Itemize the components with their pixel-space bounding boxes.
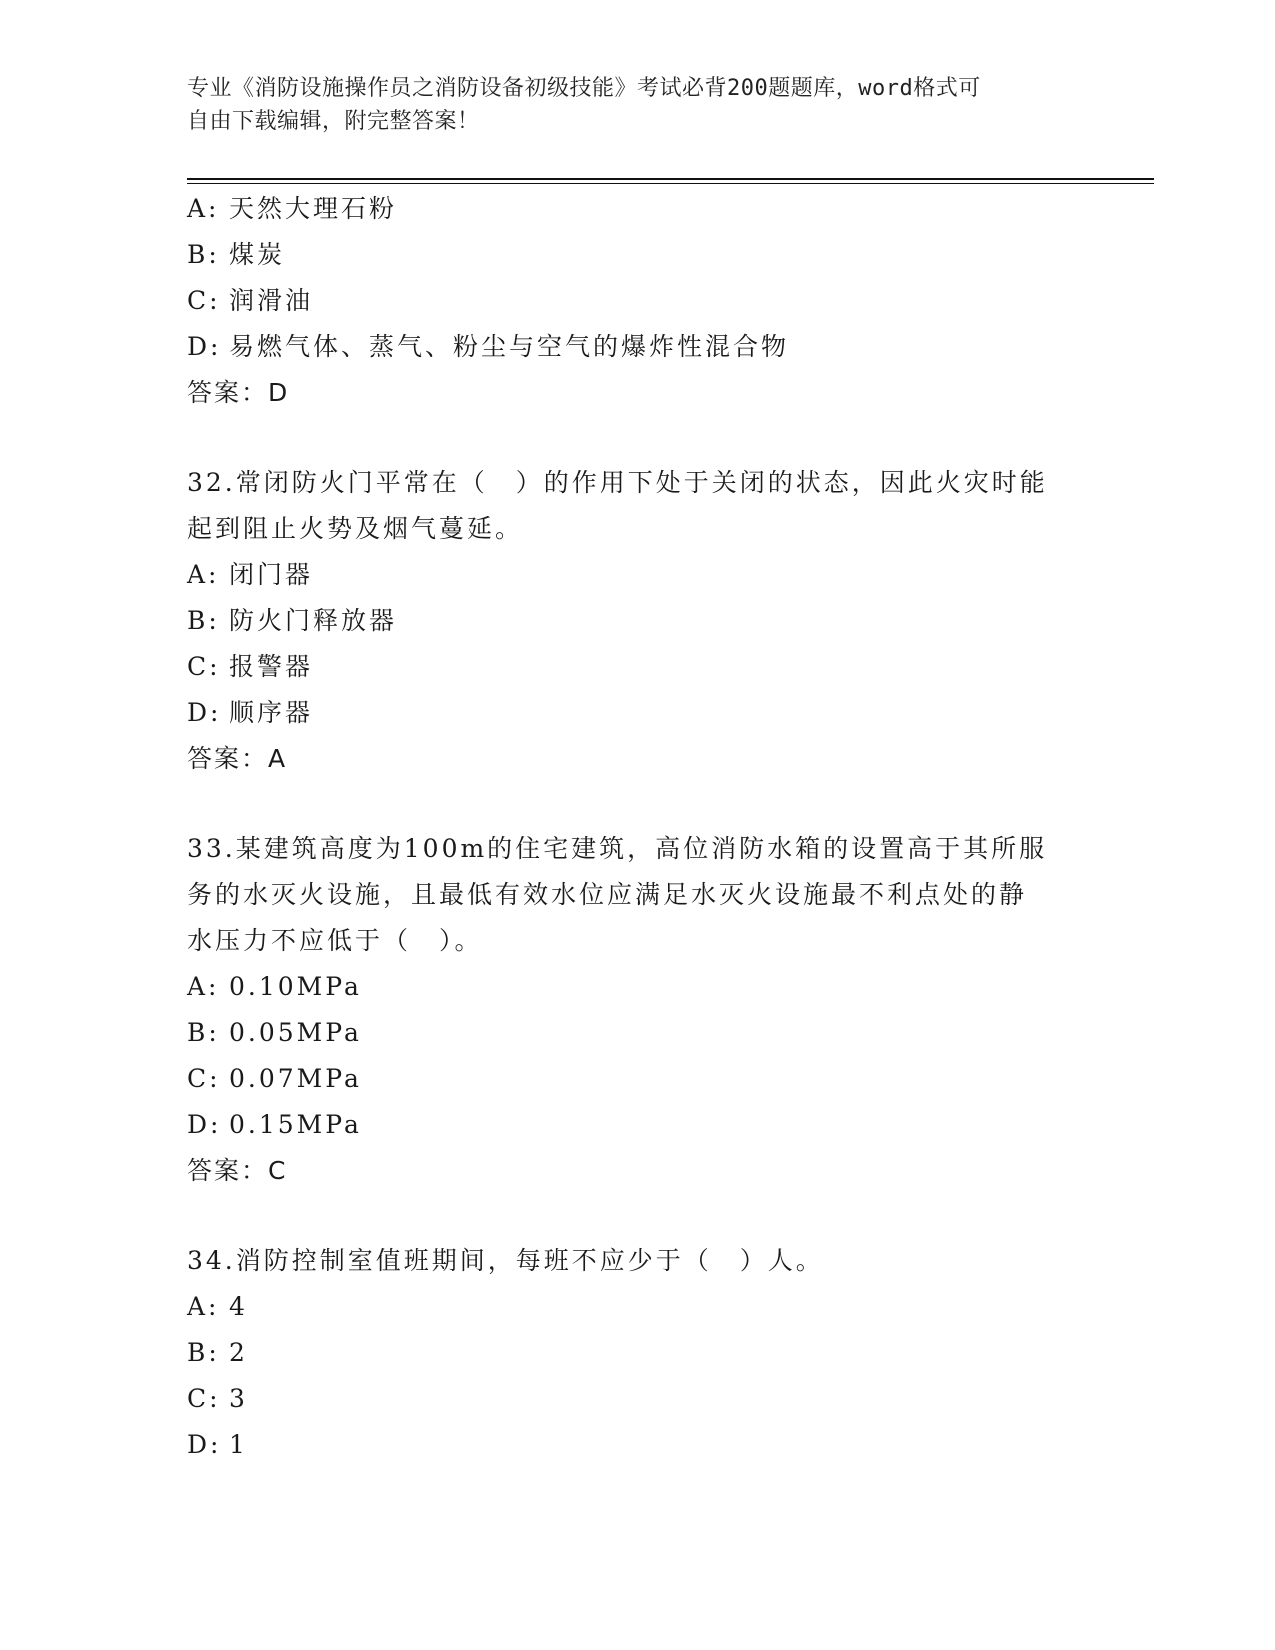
option-a <box>187 186 1087 232</box>
question-spacer <box>187 782 1087 826</box>
question-content <box>187 186 1087 1468</box>
option-text: 报警器 <box>229 652 314 681</box>
option-text: 0.07MPa <box>229 1064 362 1093</box>
option-c <box>187 1056 1087 1102</box>
option-letter: C: <box>187 1064 221 1093</box>
option-letter: C: <box>187 1384 221 1413</box>
question-stem-line: 务的水灭火设施，且最低有效水位应满足水灭火设施最不利点处的静 <box>187 880 1028 909</box>
option-letter: C: <box>187 286 221 315</box>
option-text: 0.15MPa <box>229 1110 362 1139</box>
option-letter: B: <box>187 1018 220 1047</box>
option-d <box>187 1422 1087 1468</box>
option-letter: D: <box>187 1430 222 1459</box>
option-text: 闭门器 <box>229 560 314 589</box>
option-letter: D: <box>187 698 222 727</box>
answer-line: 答案：C <box>187 1156 288 1185</box>
option-text: 0.05MPa <box>229 1018 362 1047</box>
option-letter: A: <box>187 972 220 1001</box>
header-divider-thin <box>187 183 1154 184</box>
option-a <box>187 552 1087 598</box>
option-b <box>187 232 1087 278</box>
option-d <box>187 690 1087 736</box>
option-a <box>187 1284 1087 1330</box>
option-b <box>187 1330 1087 1376</box>
option-text: 润滑油 <box>229 286 314 315</box>
header-divider-thick <box>187 178 1154 180</box>
question-stem-line: 32.常闭防火门平常在（ ）的作用下处于关闭的状态，因此火灾时能 <box>187 468 1048 497</box>
question-stem-line: 起到阻止火势及烟气蔓延。 <box>187 514 524 543</box>
question-stem-line: 水压力不应低于（ ）。 <box>187 926 483 955</box>
question-continued <box>187 186 1087 416</box>
option-c <box>187 278 1087 324</box>
option-d <box>187 1102 1087 1148</box>
option-text: 易燃气体、蒸气、粉尘与空气的爆炸性混合物 <box>229 332 790 361</box>
option-letter: A: <box>187 194 220 223</box>
option-text: 4 <box>229 1292 248 1321</box>
question-spacer <box>187 1194 1087 1238</box>
option-c <box>187 644 1087 690</box>
option-text: 3 <box>229 1384 248 1413</box>
option-letter: A: <box>187 560 220 589</box>
option-text: 天然大理石粉 <box>229 194 398 223</box>
option-b <box>187 1010 1087 1056</box>
option-letter: B: <box>187 1338 220 1367</box>
header-title-line-1: 专业《消防设施操作员之消防设备初级技能》考试必背200题题库，word格式可 <box>187 76 981 101</box>
option-text: 2 <box>229 1338 248 1367</box>
option-text: 顺序器 <box>229 698 314 727</box>
option-letter: B: <box>187 606 220 635</box>
option-c <box>187 1376 1087 1422</box>
option-text: 煤炭 <box>229 240 286 269</box>
question-33 <box>187 826 1087 1194</box>
option-letter: B: <box>187 240 220 269</box>
option-letter: D: <box>187 332 222 361</box>
question-spacer <box>187 416 1087 460</box>
question-32 <box>187 460 1087 782</box>
option-text: 1 <box>229 1430 248 1459</box>
answer-line: 答案：D <box>187 378 290 407</box>
option-text: 防火门释放器 <box>229 606 398 635</box>
option-letter: D: <box>187 1110 222 1139</box>
question-stem-line: 33.某建筑高度为100m的住宅建筑，高位消防水箱的设置高于其所服 <box>187 834 1048 863</box>
option-a <box>187 964 1087 1010</box>
document-header <box>187 72 1067 138</box>
option-b <box>187 598 1087 644</box>
option-letter: A: <box>187 1292 220 1321</box>
option-text: 0.10MPa <box>229 972 362 1001</box>
option-d <box>187 324 1087 370</box>
header-title-line-2: 自由下载编辑，附完整答案！ <box>187 109 480 134</box>
option-letter: C: <box>187 652 221 681</box>
question-stem-line: 34.消防控制室值班期间，每班不应少于（ ）人。 <box>187 1246 824 1275</box>
answer-line: 答案：A <box>187 744 288 773</box>
question-34 <box>187 1238 1087 1468</box>
